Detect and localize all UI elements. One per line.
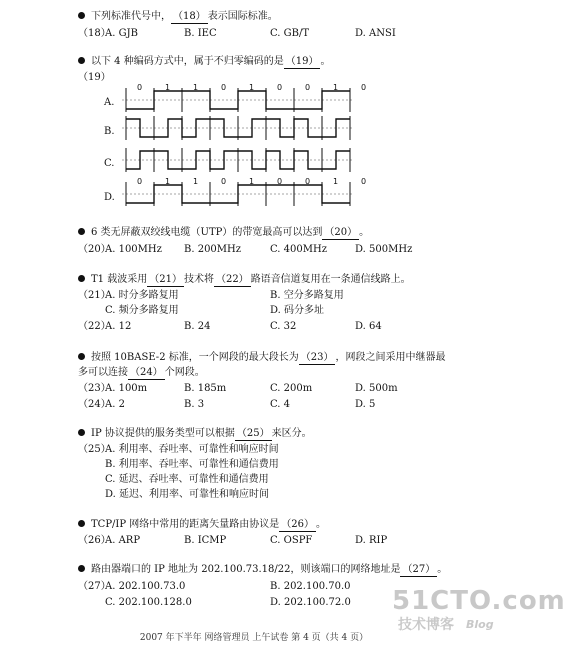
question-27-stem: 路由器端口的 IP 地址为 202.100.73.18/22，则该端口的网络地址是 （27） 。 xyxy=(78,563,447,577)
question-20-stem: 6 类无屏蔽双绞线电缆（UTP）的带宽最高可以达到 （20） 。 xyxy=(78,226,369,240)
option-a: A. 12 xyxy=(105,321,132,332)
bit-label: 1 xyxy=(165,83,171,92)
option-a: A. 2 xyxy=(105,399,125,410)
option-b: B. 202.100.70.0 xyxy=(270,581,351,592)
bit-label: 1 xyxy=(165,177,171,186)
option-c: C. 32 xyxy=(270,321,297,332)
option-c: C. 202.100.128.0 xyxy=(105,597,192,608)
answer-blank: （26） xyxy=(281,519,315,530)
bit-label: 0 xyxy=(305,177,311,186)
bit-label: 1 xyxy=(249,177,255,186)
bullet-icon xyxy=(78,275,85,282)
option-a: A. ARP xyxy=(105,535,141,546)
option-b: B. 185m xyxy=(184,383,227,394)
answer-blank: （22） xyxy=(215,274,249,285)
question-21-number: （21） xyxy=(78,290,111,301)
option-b: B. 空分多路复用 xyxy=(270,290,344,301)
bullet-icon xyxy=(78,565,85,572)
bit-label: 0 xyxy=(221,83,227,92)
option-c: C. 400MHz xyxy=(270,244,327,255)
row-label-d: D. xyxy=(104,192,115,203)
question-22-number: （22） xyxy=(78,321,111,332)
answer-blank: （21） xyxy=(149,274,182,285)
option-d: D. ANSI xyxy=(355,28,396,39)
bullet-icon xyxy=(78,353,85,360)
question-18-options: （18） xyxy=(78,28,111,39)
option-d: D. 64 xyxy=(355,321,382,332)
option-a: A. 100MHz xyxy=(105,244,162,255)
option-c: C. 200m xyxy=(270,383,313,394)
question-26-stem: TCP/IP 网络中常用的距离矢量路由协议是 （26） 。 xyxy=(78,518,326,532)
option-c: C. GB/T xyxy=(270,28,310,39)
bit-label: 1 xyxy=(193,177,199,186)
option-b: B. 24 xyxy=(184,321,211,332)
bullet-icon xyxy=(78,12,85,19)
bit-label: 0 xyxy=(137,177,143,186)
option-a: A. GJB xyxy=(105,28,138,39)
bit-label: 0 xyxy=(305,83,311,92)
bullet-icon xyxy=(78,429,85,436)
option-a: A. 202.100.73.0 xyxy=(105,581,186,592)
watermark-blog: Blog xyxy=(466,618,494,631)
bit-label: 1 xyxy=(193,83,199,92)
option-c: C. 延迟、吞吐率、可靠性和通信费用 xyxy=(105,474,269,485)
option-d: D. RIP xyxy=(355,535,388,546)
question-25-number: （25） xyxy=(78,444,111,455)
option-a: A. 100m xyxy=(105,383,148,394)
watermark-logo: 51CTO.com xyxy=(392,586,566,616)
option-a: A. 利用率、吞吐率、可靠性和响应时间 xyxy=(105,444,279,455)
waveform-rows xyxy=(122,88,354,206)
option-b: B. 利用率、吞吐率、可靠性和通信费用 xyxy=(105,459,279,470)
encoding-waveform-diagram xyxy=(98,82,367,214)
answer-blank: （24） xyxy=(130,367,163,378)
option-c: C. OSPF xyxy=(270,535,313,546)
bit-label: 1 xyxy=(333,83,339,92)
question-19-number: （19） xyxy=(78,72,111,83)
question-27-number: （27） xyxy=(78,581,111,592)
option-b: B. 200MHz xyxy=(184,244,242,255)
option-c: C. 频分多路复用 xyxy=(105,305,179,316)
option-d: D. 202.100.72.0 xyxy=(270,597,351,608)
option-d: D. 码分多址 xyxy=(270,305,325,316)
question-23-stem-cont: 多可以连接 （24） 个网段。 xyxy=(78,367,205,378)
row-label-b: B. xyxy=(104,126,115,137)
option-b: B. ICMP xyxy=(184,535,227,546)
bullet-icon xyxy=(78,57,85,64)
answer-blank: （27） xyxy=(402,564,436,575)
question-21-stem: T1 载波采用 （21） 技术将 （22） 路语音信道复用在一条通信线路上。 xyxy=(78,273,411,287)
bit-label: 1 xyxy=(249,83,255,92)
bit-label: 1 xyxy=(333,177,339,186)
question-19-stem: 以下 4 种编码方式中，属于不归零编码的是 （19） 。 xyxy=(78,55,330,69)
answer-blank: （19） xyxy=(285,56,319,67)
question-25-stem: IP 协议提供的服务类型可以根据 （25） 来区分。 xyxy=(78,427,312,441)
bit-label: 0 xyxy=(361,83,367,92)
question-24-number: （24） xyxy=(78,399,111,410)
bit-label: 0 xyxy=(277,83,283,92)
bit-label: 0 xyxy=(221,177,227,186)
option-d: D. 5 xyxy=(355,399,376,410)
option-b: B. 3 xyxy=(184,399,205,410)
option-d: D. 500MHz xyxy=(355,244,413,255)
answer-blank: （23） xyxy=(300,352,334,363)
question-23-number: （23） xyxy=(78,383,111,394)
bit-label: 0 xyxy=(277,177,283,186)
option-d: D. 500m xyxy=(355,383,398,394)
option-d: D. 延迟、利用率、可靠性和响应时间 xyxy=(105,489,270,500)
bit-label: 0 xyxy=(137,83,143,92)
row-label-a: A. xyxy=(104,97,115,108)
bullet-icon xyxy=(78,520,85,527)
option-c: C. 4 xyxy=(270,399,291,410)
bullet-icon xyxy=(78,228,85,235)
bit-label: 0 xyxy=(361,177,367,186)
question-23-stem: 按照 10BASE-2 标准，一个网段的最大段长为 （23） ，网段之间采用中继器最 xyxy=(78,351,445,365)
question-26-number: （26） xyxy=(78,535,111,546)
answer-blank: （18） xyxy=(173,11,206,22)
option-a: A. 时分多路复用 xyxy=(105,290,179,301)
question-18-stem: 下列标准代号中， （18） 表示国际标准。 xyxy=(78,10,278,24)
question-20-number: （20） xyxy=(78,244,111,255)
watermark-subtitle: 技术博客 xyxy=(398,617,454,633)
page-footer: 2007 年下半年 网络管理员 上午试卷 第 4 页（共 4 页） xyxy=(139,633,369,643)
answer-blank: （20） xyxy=(324,227,358,238)
answer-blank: （25） xyxy=(236,428,270,439)
row-label-c: C. xyxy=(104,158,115,169)
option-b: B. IEC xyxy=(184,28,217,39)
